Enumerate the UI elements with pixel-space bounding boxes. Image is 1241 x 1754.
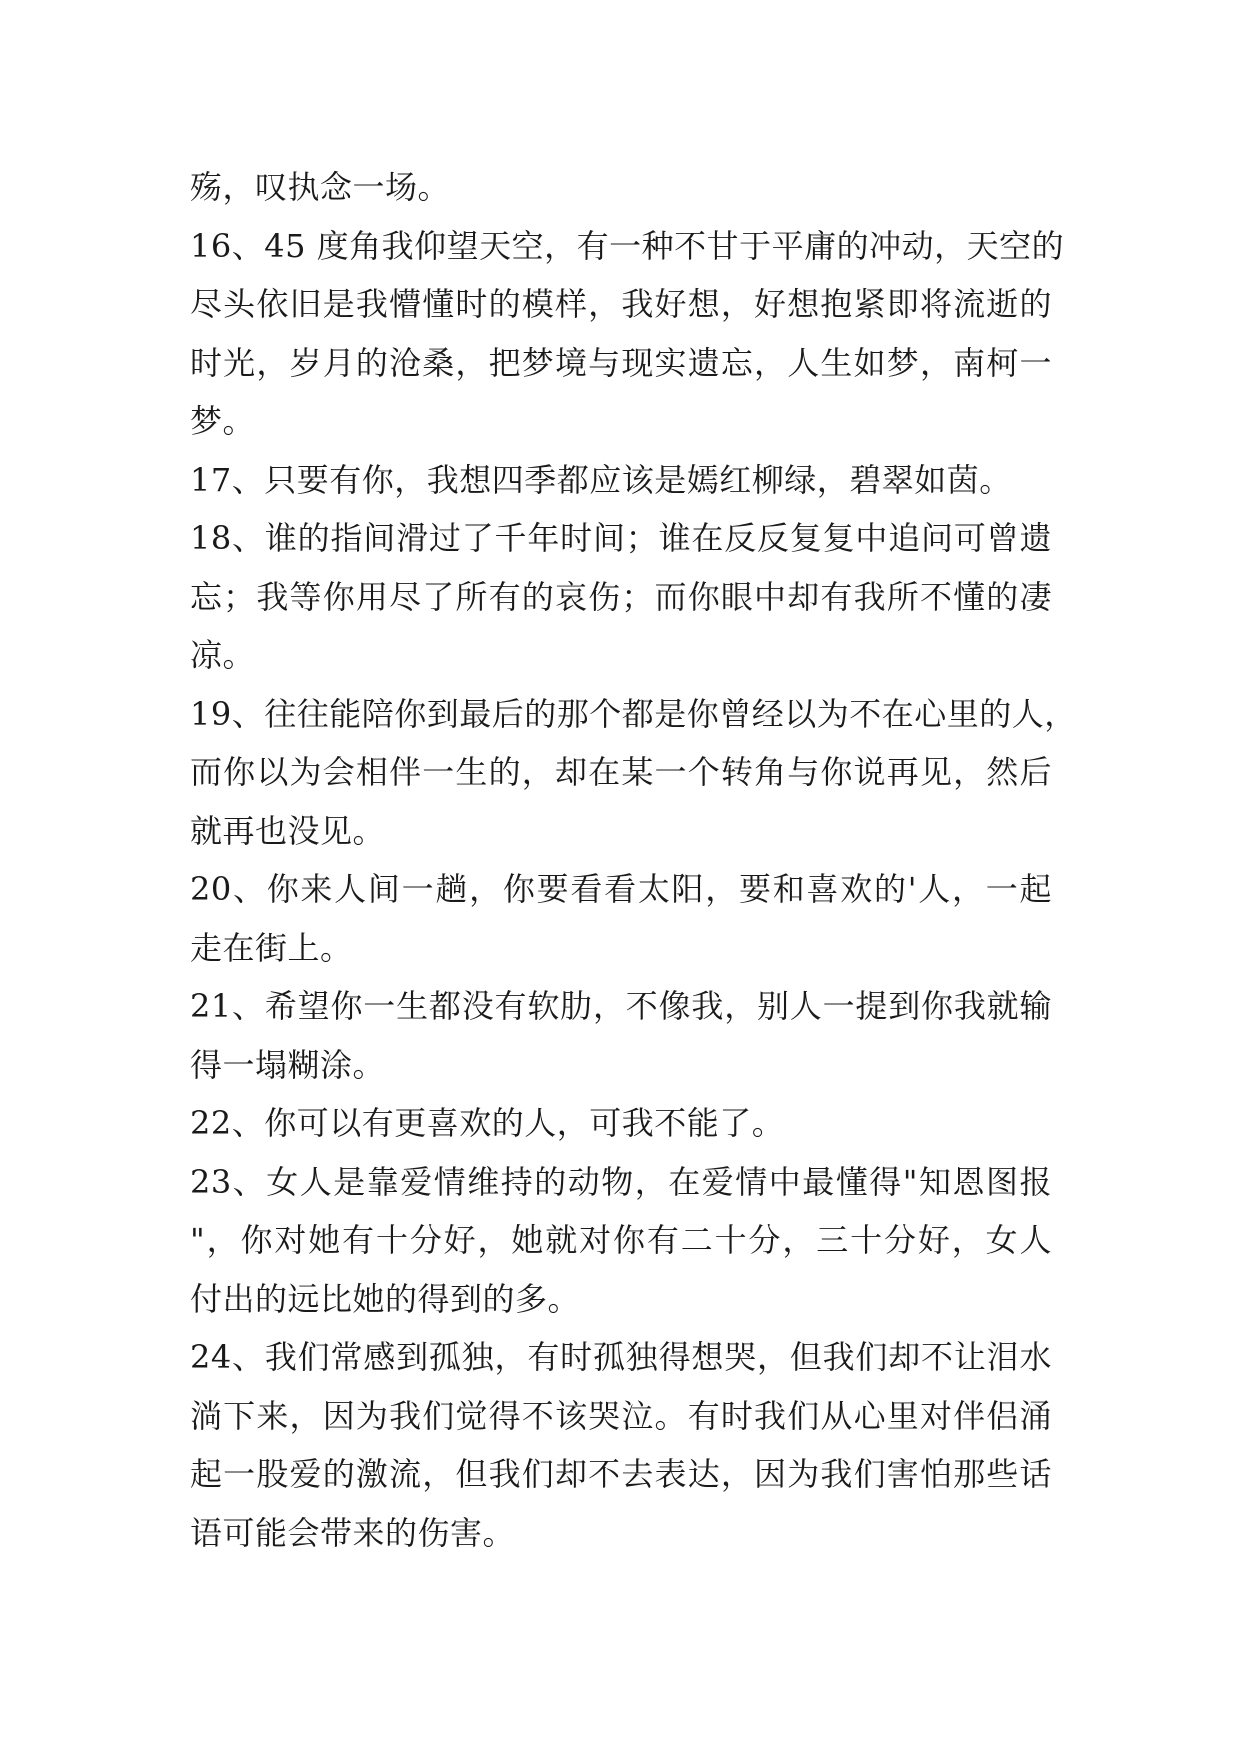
body-text	[190, 158, 1077, 1562]
text-line: 走在街上。	[190, 928, 353, 967]
text-line: 23、女人是靠爱情维持的动物，在爱情中最懂得"知恩图报	[190, 1162, 1052, 1201]
text-line: 梦。	[190, 402, 256, 440]
text-line: 22、你可以有更喜欢的人，可我不能了。	[190, 1104, 785, 1142]
text-line: 24、我们常感到孤独，有时孤独得想哭，但我们却不让泪水	[190, 1338, 1052, 1376]
text-line: 就再也没见。	[190, 811, 386, 850]
text-line: 语可能会带来的伤害。	[190, 1513, 516, 1552]
text-line: 18、谁的指间滑过了千年时间；谁在反反复复中追问可曾遗	[190, 519, 1052, 557]
text-line: 17、只要有你，我想四季都应该是嫣红柳绿，碧翠如茵。	[190, 460, 1012, 499]
text-line: 19、往往能陪你到最后的那个都是你曾经以为不在心里的人，	[190, 694, 1077, 733]
text-line: 20、你来人间一趟，你要看看太阳，要和喜欢的'人，一起	[190, 870, 1052, 908]
text-line: 忘；我等你用尽了所有的哀伤；而你眼中却有我所不懂的凄	[190, 577, 1052, 616]
text-line: 尽头依旧是我懵懂时的模样，我好想，好想抱紧即将流逝的	[190, 285, 1052, 323]
text-line: 付出的远比她的得到的多。	[190, 1279, 581, 1318]
text-line: 21、希望你一生都没有软肋，不像我，别人一提到你我就输	[190, 987, 1052, 1025]
text-line: 16、45 度角我仰望天空，有一种不甘于平庸的冲动，天空的	[190, 226, 1065, 265]
text-line: 殇，叹执念一场。	[190, 168, 451, 206]
text-line: 淌下来，因为我们觉得不该哭泣。有时我们从心里对伴侣涌	[190, 1396, 1052, 1435]
text-line: 起一股爱的激流，但我们却不去表达，因为我们害怕那些话	[190, 1455, 1052, 1493]
text-line: 凉。	[190, 636, 256, 674]
text-line: 而你以为会相伴一生的，却在某一个转角与你说再见，然后	[190, 753, 1052, 791]
text-line: "，你对她有十分好，她就对你有二十分，三十分好，女人	[190, 1221, 1052, 1259]
text-line: 得一塌糊涂。	[190, 1045, 386, 1084]
text-line: 时光，岁月的沧桑，把梦境与现实遗忘，人生如梦，南柯一	[190, 343, 1052, 382]
